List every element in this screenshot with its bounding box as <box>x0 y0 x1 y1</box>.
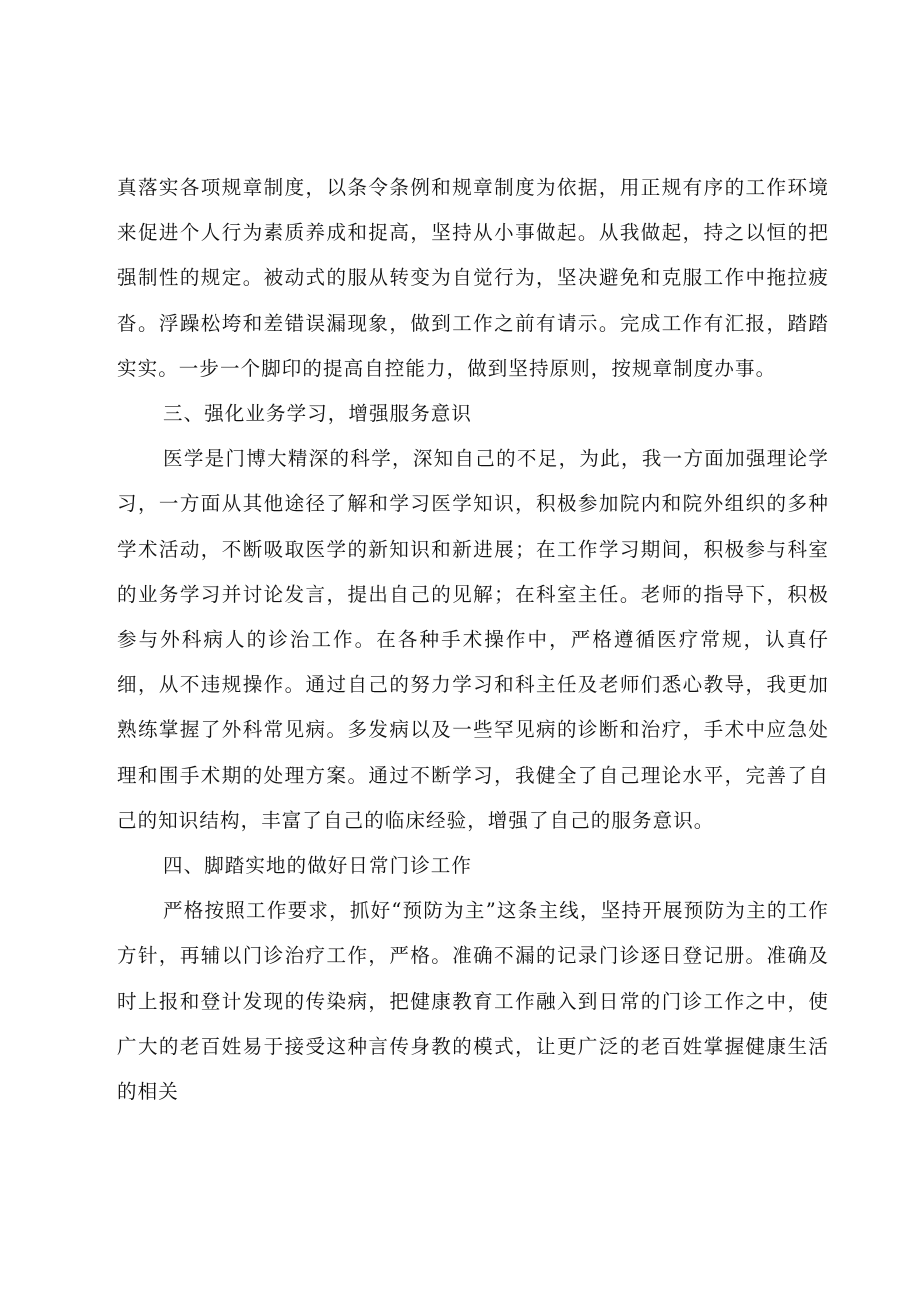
paragraph-outpatient-work: 严格按照工作要求，抓好“预防为主”这条主线，坚持开展预防为主的工作方针，再辅以门诊治疗工作，严格。准确不漏的记录门诊逐日登记册。准确及时上报和登计发现的传染病，把健康教育工作融入到日常的门诊工作之中，使广大的老百姓易于接受这种言传身教的模式，让更广泛的老百姓掌握健康生活的相关 <box>117 899 829 1104</box>
section-heading-3: 三、强化业务学习，增强服务意识 <box>163 402 473 426</box>
document-body <box>117 165 829 1114</box>
paragraph-rules-discipline: 真落实各项规章制度，以条令条例和规章制度为依据，用正规有序的工作环境来促进个人行为素质养成和捉高，坚持从小事做起。从我做起，持之以恒的把强制性的规定。被动式的服从转变为自觉行为，坚决避免和克服工作中拖拉疲沓。浮躁松垮和差错误漏现象，做到工作之前有请示。完成工作有汇报，踏踏实实。一步一个脚印的提高自控能力，做到坚持原则，按规章制度办事。 <box>117 176 829 380</box>
section-heading-4: 四、脚踏实地的做好日常门诊工作 <box>163 854 473 878</box>
paragraph-professional-study: 医学是门博大精深的科学，深知自己的不足，为此，我一方面加强理论学习，一方面从其他途径了解和学习医学知识，积极参加院内和院外组织的多种学术活动，不断吸取医学的新知识和新进展；在工作学习期间，积极参与科室的业务学习并讨论发言，提出自己的见解；在科室主任。老师的指导下，积极参与外科病人的诊治工作。在各种手术操作中，严格遵循医疗常规，认真仔细，从不违规操作。通过自己的努力学习和科主任及老师们悉心教导，我更加熟练掌握了外科常见病。多发病以及一些罕见病的诊断和治疗，手术中应急处理和围手术期的处理方案。通过不断学习，我健全了自己理论水平，完善了自己的知识结构，丰富了自己的临床经验，增强了自己的服务意识。 <box>117 447 829 832</box>
